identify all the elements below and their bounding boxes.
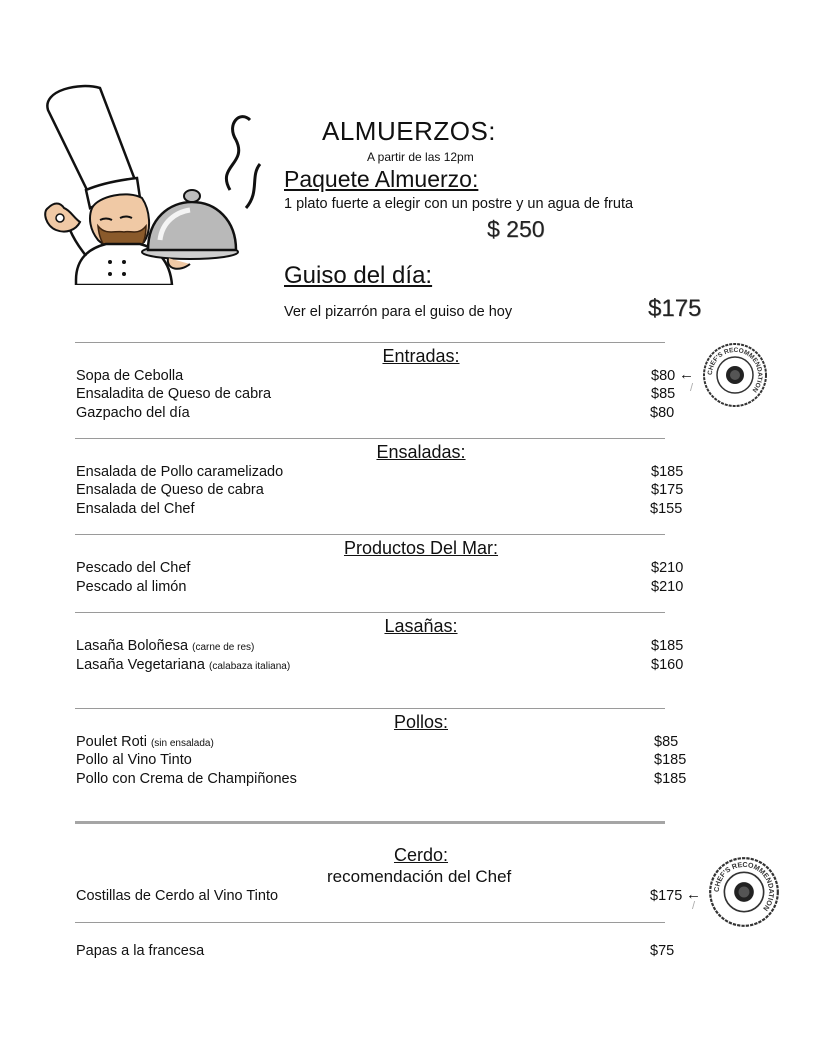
menu-item-price: $175 — [650, 888, 683, 904]
divider — [75, 821, 665, 824]
menu-item-note: (carne de res) — [192, 642, 255, 653]
menu-item-name: Lasaña Vegetariana — [76, 657, 205, 673]
section-title-lasanas: Lasañas: — [384, 616, 458, 636]
package-description: 1 plato fuerte a elegir con un postre y un agua de fruta — [284, 196, 634, 212]
menu-item-price: $185 — [651, 464, 684, 480]
chef-recommendation-label: recomendación del Chef — [327, 867, 512, 886]
menu-item-price: $210 — [651, 579, 684, 595]
chef-recommendation-stamp-icon — [702, 342, 768, 408]
chef-illustration — [40, 80, 265, 285]
menu-item-name: Pescado del Chef — [76, 560, 191, 576]
svg-text:CHEF'S RECOMMENDATION: CHEF'S RECOMMENDATION — [712, 860, 776, 913]
page-title: ALMUERZOS: — [322, 116, 497, 146]
chef-recommendation-stamp-icon — [708, 856, 780, 928]
section-title-entradas: Entradas: — [382, 346, 460, 366]
menu-item — [76, 657, 290, 673]
menu-item-price: $185 — [654, 771, 687, 787]
menu-item-name: Pollo con Crema de Champiñones — [76, 771, 297, 787]
menu-item-name: Pescado al limón — [76, 579, 187, 595]
stroke-mark: / — [692, 900, 696, 912]
menu-item-note: (calabaza italiana) — [209, 661, 291, 672]
menu-item-price: $80 — [651, 368, 676, 384]
stroke-mark: / — [690, 382, 694, 394]
section-title-mar: Productos Del Mar: — [343, 538, 499, 558]
divider — [75, 612, 665, 613]
page-subtitle: A partir de las 12pm — [367, 150, 474, 164]
menu-item-name: Papas a la francesa — [76, 943, 205, 959]
section-title-pollos: Pollos: — [393, 712, 449, 732]
guiso-description: Ver el pizarrón para el guiso de hoy — [284, 304, 513, 320]
menu-item-name: Ensalada del Chef — [76, 501, 195, 517]
menu-item-note: (sin ensalada) — [150, 738, 214, 749]
menu-item-name: Ensalada de Pollo caramelizado — [76, 464, 284, 480]
menu-item-price: $210 — [651, 560, 684, 576]
menu-item-price: $85 — [651, 386, 676, 402]
left-arrow-icon: ← — [686, 886, 701, 903]
menu-item-price: $185 — [654, 752, 687, 768]
menu-item — [76, 638, 254, 654]
section-title-cerdo: Cerdo: — [393, 845, 449, 865]
menu-item-name: Gazpacho del día — [76, 405, 190, 421]
menu-item-name: Lasaña Boloñesa — [76, 638, 189, 654]
guiso-title: Guiso del día: — [284, 262, 433, 289]
menu-item-price: $160 — [651, 657, 684, 673]
menu-item-price: $175 — [651, 482, 684, 498]
package-title: Paquete Almuerzo: — [284, 166, 479, 192]
menu-item-price: $155 — [650, 501, 683, 517]
svg-text:CHEF'S RECOMMENDATION: CHEF'S RECOMMENDATION — [706, 346, 764, 394]
menu-item-name: Poulet Roti — [76, 734, 147, 750]
left-arrow-icon: ← — [679, 366, 694, 383]
menu-item-name: Ensalada de Queso de cabra — [76, 482, 264, 498]
divider — [75, 922, 665, 923]
divider — [75, 534, 665, 535]
menu-item-price: $85 — [654, 734, 679, 750]
menu-item-name: Sopa de Cebolla — [76, 368, 184, 384]
menu-item-name: Costillas de Cerdo al Vino Tinto — [76, 888, 279, 904]
divider — [75, 342, 665, 343]
menu-item-name: Pollo al Vino Tinto — [76, 752, 192, 768]
menu-item-price: $80 — [650, 405, 675, 421]
guiso-price: $175 — [648, 295, 702, 322]
package-price: $ 250 — [487, 216, 545, 242]
menu-item-name: Ensaladita de Queso de cabra — [76, 386, 272, 402]
divider — [75, 708, 665, 709]
section-title-ensaladas: Ensaladas: — [376, 442, 466, 462]
divider — [75, 438, 665, 439]
menu-item-price: $75 — [650, 943, 675, 959]
menu-item-price: $185 — [651, 638, 684, 654]
menu-item — [76, 734, 214, 750]
